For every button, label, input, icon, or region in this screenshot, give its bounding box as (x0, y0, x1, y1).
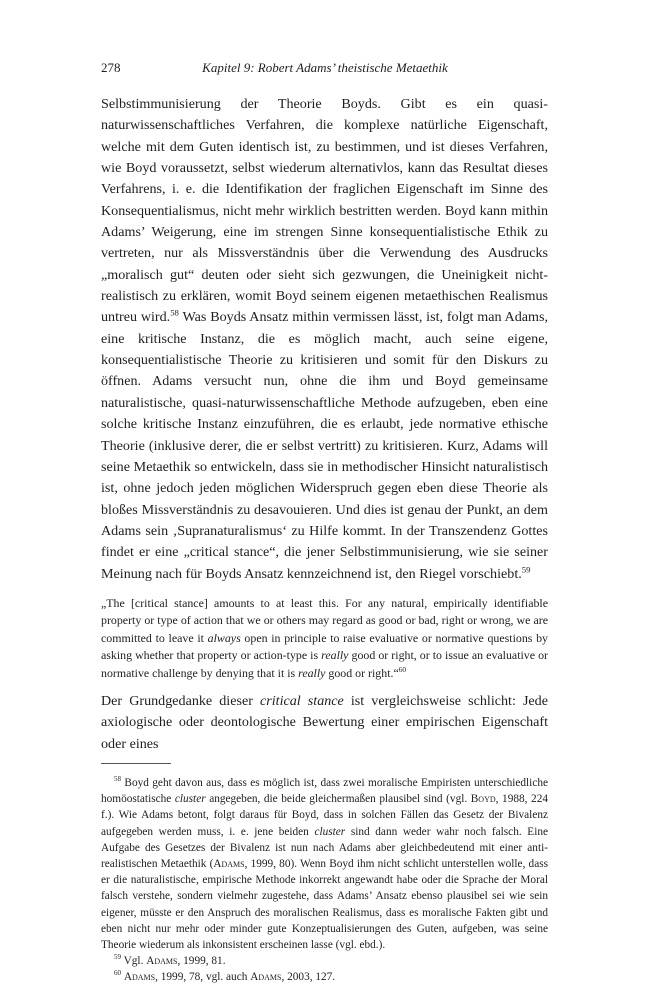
footnote-ref-58: 58 (170, 307, 179, 318)
paragraph-text: Der Grundgedanke dieser (101, 692, 260, 709)
page-number: 278 (101, 60, 121, 75)
quote-emphasis: really (298, 665, 326, 680)
footnote-text: , 1999, 80). Wenn Boyd ihm nicht schlicht unterstellen wolle, dass er die naturalistische, empirische Methode inkorrekt angewandt habe oder die Sprache der Moral falsch verstehe, sondern vielmehr zugestehe, dass Adams’ Ansatz ebenso plausibel sei wie sein eigener, müsste er den Anspruch des moralischen Realismus, dass es moralische Fakten gibt und eben nicht nur mehr oder minder gute Konzeptualisierungen des Guten, aufgeben, was seine Theorie wiederum als inkonsistent erscheinen lasse (vgl. ebd.). (101, 857, 548, 951)
footnote-58 (101, 775, 548, 953)
main-text (101, 94, 548, 986)
author-name: Adams (146, 955, 178, 968)
block-quote (101, 595, 548, 682)
paragraph-text: Selbstimmunisierung der Theorie Boyds. Gibt es ein quasi-naturwissenschaftliches Verfahren, die komplexe natürliche Eigenschaft, welche mit dem Guten identisch ist, zu bestimmen, und ist dieses Verfahren, wie Boyd voraussetzt, selbst wiederum alternativlos, kann das Resultat dieses Verfahrens, i. e. die Identifikation der fraglichen Eigenschaft im Sinne des Konsequentialismus, nicht mehr wirklich bestritten werden. Boyd kann mithin Adams’ Weigerung, eine im strengen Sinne konsequentialistische Ethik zu vertreten, nur als Missverständnis über die Verwendung des Ausdrucks „moralisch gut“ deuten oder sieht sich gezwungen, die Uneinigkeit nicht-realistisch zu erklären, womit Boyd seinem eigenen metaethischen Realismus untreu wird. (101, 96, 548, 326)
quote-text: „The [critical stance] amounts to at least this. For any natural, empirically identifiable property or type of action that we or others may regard as good or bad, right or wrong, we are committed to leave it (101, 595, 548, 645)
footnote-text: , 1999, 78, vgl. auch (155, 971, 251, 984)
author-name: Adams (213, 857, 245, 870)
page-header (101, 60, 549, 82)
footnote-marker: 59 (114, 953, 121, 962)
footnote-text: sind dann weder wahr noch falsch. Eine Aufgabe des Gesetzes der Bivalenz ist nun nach Adams aber gleichbedeutend mit einer anti-realistischen Metaethik ( (101, 825, 548, 870)
author-name: Boyd (470, 793, 496, 806)
author-name: Adams (250, 971, 282, 984)
running-head: Kapitel 9: Robert Adams’ theistische Metaethik (202, 60, 448, 75)
author-name: Adams (123, 971, 156, 984)
footnote-ref-59: 59 (521, 563, 531, 574)
quote-text: good or right, or to issue an evaluative or normative challenge by denying that it is (101, 648, 548, 680)
quote-emphasis: always (207, 630, 241, 645)
quote-text: open in principle to raise evaluative or normative questions by asking whether that property or action-type is (101, 630, 548, 663)
paragraph-text: Was Boyds Ansatz mithin vermissen lässt, ist, folgt man Adams, eine kritische Instanz, die es möglich macht, auch seine eigene, konsequentialistische Theorie zu kritisieren und somit für den Diskurs zu öffnen. Adams versucht nun, ohne die ihm und Boyd gemeinsame naturalistische, quasi-naturwissenschaftliche Methode aufzugeben, eben eine solche kritische Instanz einzuführen, die es erlaubt, jede normative ethische Theorie (inklusive derer, die er selbst vertritt) zu kritisieren. Kurz, Adams will seine Metaethik so entwickeln, dass sie in methodischer Hinsicht naturalistisch ist, ohne jedoch jeden möglichen Widerspruch gegen eben diese Theorie als bloßes Missverständnis zu desavouieren. Und dies ist genau der Punkt, an dem Adams sein ‚Supranaturalismus‘ zu Hilfe kommt. In der Transzendenz Gottes findet er eine „critical stance“, die jener Selbstimmunisierung, wie sie seiner Meinung nach für Boyds Ansatz kennzeichnend ist, den Riegel vorschiebt. (101, 309, 549, 582)
paragraph-emphasis: critical stance (260, 692, 344, 709)
body-paragraph-1 (101, 94, 548, 585)
footnote-ref-60: 60 (398, 664, 407, 674)
quote-emphasis: really (321, 648, 349, 663)
footnote-marker: 58 (114, 775, 121, 784)
footnote-marker: 60 (114, 969, 121, 978)
footnote-text: angegeben, die beide gleichermaßen plausibel sind (vgl. (205, 793, 471, 806)
quote-text: good or right.“ (325, 665, 399, 680)
footnote-text: Boyd geht davon aus, dass es möglich ist, dass zwei moralische Empiristen unterschiedliche homöostatische (101, 776, 548, 806)
footnote-text: , 1999, 81. (177, 955, 226, 968)
body-paragraph-2 (101, 691, 548, 755)
footnote-59 (101, 953, 548, 969)
footnote-text: , 1988, 224 f.). Wie Adams betont, folgt daraus für Boyd, dass in solchen Fällen das Gesetz der Bivalenz aufgegeben werden muss, i. e. jene beiden (101, 793, 548, 838)
footnote-text: Vgl. (121, 955, 147, 968)
footnote-text: , 2003, 127. (281, 971, 336, 984)
paragraph-text: ist vergleichsweise schlicht: Jede axiologische oder deontologische Bewertung einer empirischen Eigenschaft oder eines (101, 692, 548, 752)
footnote-emphasis: cluster (174, 793, 206, 806)
footnote-separator (101, 763, 171, 764)
footnote-emphasis: cluster (314, 825, 346, 838)
